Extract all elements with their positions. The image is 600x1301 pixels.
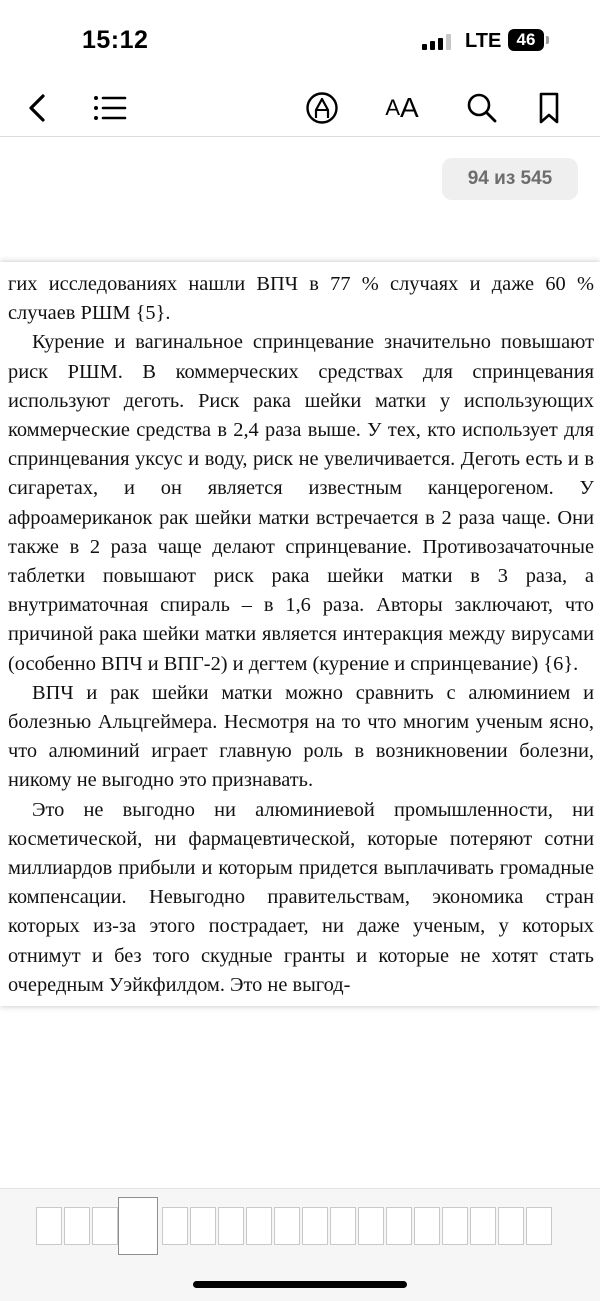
contents-list-icon: [92, 93, 128, 123]
highlighter-button[interactable]: [300, 86, 344, 130]
page-thumbnail[interactable]: [470, 1207, 496, 1245]
page-thumbnail[interactable]: [330, 1207, 356, 1245]
font-size-large-label: A: [400, 92, 419, 123]
page-thumbnail[interactable]: [274, 1207, 300, 1245]
page-thumbnail[interactable]: [190, 1207, 216, 1245]
page-text: [8, 270, 594, 1000]
page-thumbnail[interactable]: [162, 1207, 188, 1245]
page-indicator[interactable]: 94 из 545: [442, 158, 578, 200]
page-thumbnail[interactable]: [64, 1207, 90, 1245]
page-thumbnail[interactable]: [302, 1207, 328, 1245]
page-thumbnail[interactable]: [498, 1207, 524, 1245]
battery-nub: [546, 36, 549, 44]
search-button[interactable]: [460, 86, 504, 130]
bookmark-icon: [537, 91, 561, 125]
page-thumbnail[interactable]: [442, 1207, 468, 1245]
page-thumbnail[interactable]: [246, 1207, 272, 1245]
font-size-small-label: A: [385, 95, 400, 120]
network-type: LTE: [465, 30, 502, 52]
home-indicator[interactable]: [193, 1281, 407, 1288]
page-thumbnail[interactable]: [92, 1207, 118, 1245]
reader-toolbar: [0, 80, 600, 137]
page-thumbnail-current[interactable]: [118, 1197, 158, 1255]
status-time: 15:12: [82, 26, 149, 54]
page-thumbnail[interactable]: [36, 1207, 62, 1245]
paragraph-2: Курение и вагинальное спринцевание значительно повышают риск РШМ. В коммерческих средствах для спринцевания используют деготь. Риск рака шейки матки у использующих коммерческие средства в 2,4 раза выше. У тех, кто использует для спринцевания уксус и воду, риск не увеличивается. Деготь есть и в сигаретах, и он является известным канцерогеном. У афроамериканок рак шейки матки встречается в 2 раза чаще. Они также в 2 раза чаще делают спринцевание. Противозачаточные таблетки повышают риск рака шейки матки в 3 раза, а внутриматочная спираль – в 1,6 раза. Авторы заключают, что причиной рака шейки матки является интеракция между вирусами (особенно ВПЧ и ВПГ-2) и дегтем (курение и спринцевание) {6}.: [8, 331, 594, 675]
page-thumbnail[interactable]: [358, 1207, 384, 1245]
highlighter-icon: [305, 91, 339, 125]
page-thumbnail[interactable]: [386, 1207, 412, 1245]
page-thumbnail[interactable]: [218, 1207, 244, 1245]
page-thumbnail[interactable]: [414, 1207, 440, 1245]
cellular-signal-icon: [422, 34, 458, 50]
back-icon: [24, 92, 52, 124]
page-thumbnail[interactable]: [526, 1207, 552, 1245]
bookmark-button[interactable]: [527, 86, 571, 130]
paragraph-3: ВПЧ и рак шейки матки можно сравнить с алюминием и болезнью Альцгеймера. Несмотря на то что многим ученым ясно, что алюминий играет главную роль в возникновении болезни, никому не выгодно это признавать.: [8, 681, 594, 792]
back-button[interactable]: [16, 86, 60, 130]
battery-icon: 46: [508, 29, 544, 51]
font-size-button[interactable]: [380, 86, 424, 130]
search-icon: [466, 92, 498, 124]
paragraph-4: Это не выгодно ни алюминиевой промышленности, ни косметической, ни фармацевтической, которые потеряют сотни миллиардов прибыли и которым придется выплачивать громадные компенсации. Невыгодно правительствам, экономика стран которых из-за этого пострадает, ни даже ученым, у которых отнимут и без того скудные гранты и которые не хотят стать очередным Уэйкфилдом. Это не выгод-: [8, 798, 594, 996]
paragraph-1: гих исследованиях нашли ВПЧ в 77 % случаях и даже 60 % случаев РШМ {5}.: [8, 273, 594, 325]
book-page[interactable]: [0, 262, 600, 1006]
status-bar: [0, 0, 600, 80]
contents-button[interactable]: [88, 86, 132, 130]
